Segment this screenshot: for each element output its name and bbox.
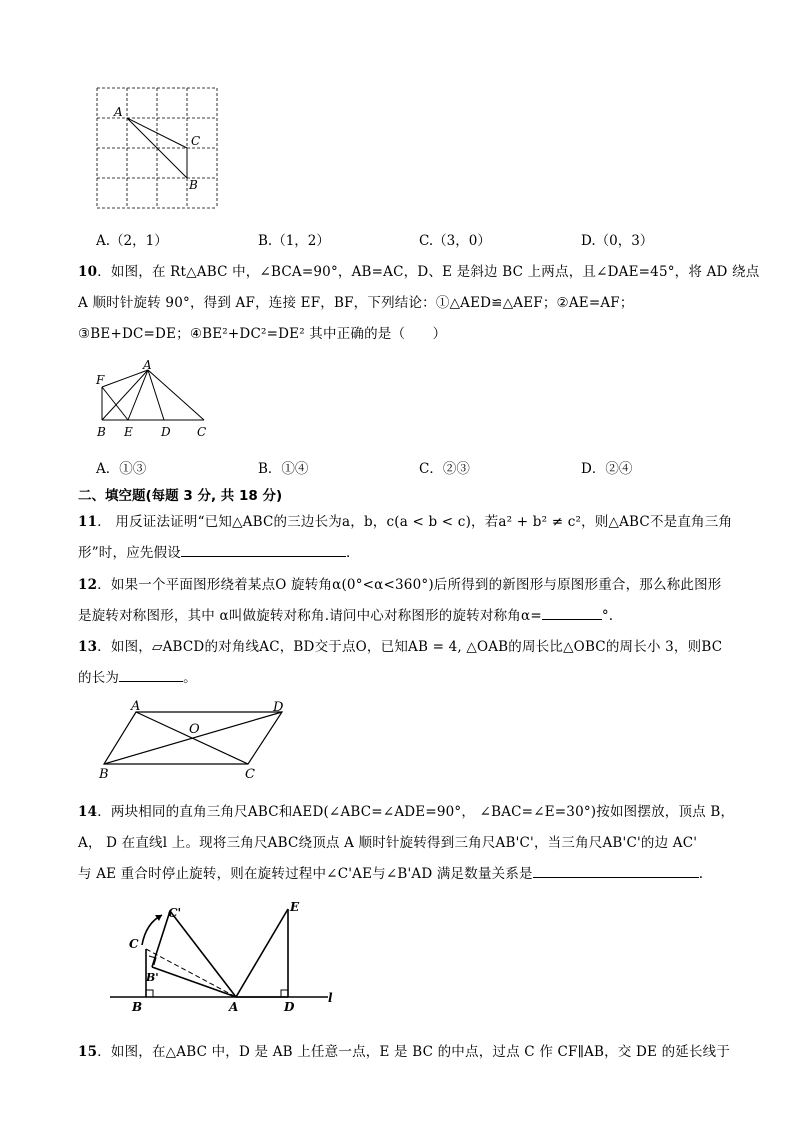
q14-text-3: 与 AE 重合时停止旋转，则在旋转过程中∠C'AE与∠B'AD 满足数量关系是 (78, 866, 533, 882)
q10-label-c: C (197, 425, 207, 439)
q14-label-b: B (132, 1000, 143, 1014)
q13-line-1 (78, 635, 722, 655)
q14-label-c: C (129, 937, 139, 951)
q9-option-c: C.（3，0） (419, 233, 491, 249)
q10-label-b: B (97, 425, 106, 439)
q14-line-3 (78, 862, 703, 882)
q14-label-a: A (229, 1000, 239, 1014)
q9-label-b: B (189, 178, 198, 192)
q11-number: 11 (78, 514, 98, 530)
q12-text-1: ．如果一个平面图形绕着某点O 旋转角α(0°<α<360°)后所得到的新图形与原图形重合，那么称此图形 (97, 577, 722, 593)
q14-label-e: E (290, 900, 300, 914)
q13-number: 13 (78, 639, 98, 655)
q9-grid-figure (90, 82, 225, 214)
q13-text-2: 的长为 (78, 670, 120, 686)
q14-answer-blank[interactable] (533, 865, 699, 878)
q14-text-1: ．两块相同的直角三角尺ABC和AED(∠ABC=∠ADE=90°， ∠BAC=∠E=30°)按如图摆放，顶点 B， (97, 804, 735, 820)
q10-figure (90, 356, 220, 442)
q14-label-c-prime: C' (168, 906, 182, 920)
q13-label-d: D (273, 700, 284, 715)
q13-figure (96, 696, 296, 782)
q12-text-2-end: °. (601, 608, 614, 624)
q9-option-b: B.（1，2） (258, 233, 330, 249)
q14-text-3-end: . (698, 866, 704, 882)
q10-line-3: ③BE+DC=DE；④BE²+DC²=DE² 其中正确的是（ ） (78, 326, 447, 342)
q14-figure (104, 893, 344, 1017)
q12-line-2 (78, 604, 613, 624)
q13-label-o: O (189, 722, 200, 737)
q14-number: 14 (78, 804, 98, 820)
q10-number: 10 (78, 264, 98, 280)
q9-label-c: C (191, 134, 201, 148)
q13-text-2-end: 。 (183, 670, 197, 686)
q14-label-d: D (284, 1000, 295, 1014)
q10-option-b: B．①④ (258, 461, 309, 477)
q12-line-1 (78, 573, 722, 593)
q11-line-2 (78, 541, 360, 561)
q15-text-1: ．如图，在△ABC 中，D 是 AB 上任意一点，E 是 BC 的中点，过点 C 作 CF∥AB，交 DE 的延长线于 (97, 1044, 731, 1060)
q11-text-2: 形”时，应先假设 (78, 545, 182, 561)
q13-label-c: C (245, 767, 255, 782)
q10-option-c: C．②③ (419, 461, 470, 477)
q10-line-1 (78, 260, 759, 280)
q9-option-d: D.（0，3） (581, 233, 654, 249)
q13-label-b: B (99, 767, 109, 782)
q11-answer-blank[interactable] (181, 544, 346, 557)
q12-number: 12 (78, 577, 98, 593)
q14-line-2: A， D 在直线l 上。现将三角尺ABC绕顶点 A 顺时针旋转得到三角尺AB'C'，当三角尺AB'C'的边 AC' (78, 835, 698, 851)
q12-text-2: 是旋转对称图形，其中 α叫做旋转对称角.请问中心对称图形的旋转对称角α= (78, 608, 542, 624)
q10-label-e: E (124, 425, 133, 439)
q10-label-f: F (96, 373, 105, 387)
q11-text-1: ． 用反证法证明“已知△ABC的三边长为a，b，c(a < b < c)，若a² + b² ≠ c²，则△ABC不是直角三角 (97, 514, 733, 530)
q15-line-1 (78, 1040, 730, 1060)
q13-text-1: ．如图，▱ABCD的对角线AC，BD交于点O，已知AB = 4, △OAB的周长比△OBC的周长小 3，则BC (97, 639, 723, 655)
q10-text-1: ．如图，在 Rt△ABC 中，∠BCA=90°，AB=AC，D、E 是斜边 BC 上两点，且∠DAE=45°，将 AD 绕点 (97, 264, 760, 280)
q10-label-a: A (143, 358, 152, 372)
q13-label-a: A (131, 699, 141, 714)
q9-label-a: A (114, 105, 123, 119)
q14-line-1 (78, 800, 734, 820)
q10-label-d: D (161, 425, 171, 439)
q11-text-2-end: ． (346, 545, 360, 561)
q10-option-d: D．②④ (581, 461, 633, 477)
q12-answer-blank[interactable] (542, 607, 602, 620)
q10-option-a: A．①③ (96, 461, 147, 477)
q15-number: 15 (78, 1044, 98, 1060)
q9-option-a: A.（2，1） (96, 233, 168, 249)
q13-answer-blank[interactable] (119, 669, 183, 682)
q10-line-2: A 顺时针旋转 90°，得到 AF，连接 EF，BF，下列结论：①△AED≌△AEF；②AE=AF； (78, 295, 634, 311)
section-2-heading: 二、填空题(每题 3 分, 共 18 分) (78, 488, 283, 504)
q14-label-b-prime: B' (146, 971, 159, 984)
q11-line-1 (78, 510, 732, 530)
q14-label-l: l (328, 991, 333, 1005)
q13-line-2 (78, 666, 197, 686)
